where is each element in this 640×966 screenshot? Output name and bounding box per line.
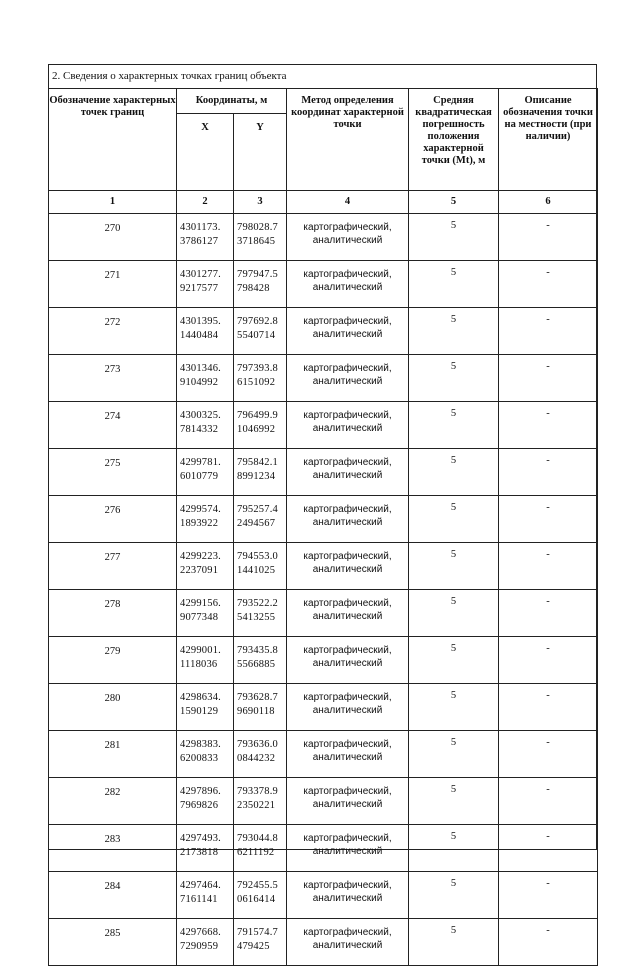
cell-text-y2: 6151092 <box>237 377 276 388</box>
header-description: Описание обозначения точки на местности (при наличии) <box>499 89 598 191</box>
cell-text-e: 5 <box>450 361 457 372</box>
cell-text-m2: аналитический <box>312 282 383 293</box>
cell-text-y2: 1046992 <box>237 424 276 435</box>
cell-text-m2: аналитический <box>312 423 383 434</box>
cell-text-n: 270 <box>104 223 121 234</box>
method-cell <box>287 449 409 496</box>
error-cell <box>409 261 499 308</box>
cell-text-y1: 797393.8 <box>237 363 278 374</box>
method-cell <box>287 919 409 966</box>
cell-text-m1: картографический, <box>303 410 392 421</box>
coordinate-y <box>234 543 287 590</box>
cell-text-y1: 793378.9 <box>237 786 278 797</box>
cell-text-m2: аналитический <box>312 799 383 810</box>
cell-text-x2: 2173818 <box>180 847 219 858</box>
table-row <box>49 731 598 778</box>
cell-text-e: 5 <box>450 643 457 654</box>
coordinate-x <box>177 731 234 778</box>
cell-text-x2: 2237091 <box>180 565 219 576</box>
cell-text-m1: картографический, <box>303 269 392 280</box>
cell-text-m2: аналитический <box>312 940 383 951</box>
cell-text-y2: 2494567 <box>237 518 276 529</box>
description-cell <box>499 261 598 308</box>
coordinate-x <box>177 261 234 308</box>
cell-text-y2: 0616414 <box>237 894 276 905</box>
cell-text-e: 5 <box>450 220 457 231</box>
coordinate-x <box>177 214 234 261</box>
method-cell <box>287 684 409 731</box>
point-number <box>49 261 177 308</box>
cell-text-d: - <box>546 784 550 795</box>
cell-text-n: 272 <box>104 317 121 328</box>
cell-text-d: - <box>546 361 550 372</box>
cell-text-m1: картографический, <box>303 316 392 327</box>
method-cell <box>287 261 409 308</box>
cell-text-y1: 793522.2 <box>237 598 278 609</box>
cell-text-x2: 1590129 <box>180 706 219 717</box>
cell-text-e: 5 <box>450 455 457 466</box>
cell-text-y2: 0844232 <box>237 753 276 764</box>
error-cell <box>409 402 499 449</box>
table-row <box>49 590 598 637</box>
coordinate-y <box>234 778 287 825</box>
cell-text-n: 273 <box>104 364 121 375</box>
cell-text-d: - <box>546 267 550 278</box>
header-x: X <box>177 114 234 191</box>
cell-text-d: - <box>546 220 550 231</box>
coordinate-y <box>234 684 287 731</box>
cell-text-n: 277 <box>104 552 121 563</box>
cell-text-d: - <box>546 925 550 936</box>
cell-text-x1: 4297464. <box>180 880 221 891</box>
header-coordinates: Координаты, м <box>177 89 287 114</box>
cell-text-m2: аналитический <box>312 611 383 622</box>
error-cell <box>409 637 499 684</box>
column-number: 5 <box>409 191 499 214</box>
cell-text-y1: 797692.8 <box>237 316 278 327</box>
cell-text-x2: 9217577 <box>180 283 219 294</box>
cell-text-x1: 4299001. <box>180 645 221 656</box>
cell-text-x1: 4299156. <box>180 598 221 609</box>
error-cell <box>409 872 499 919</box>
error-cell <box>409 449 499 496</box>
cell-text-n: 278 <box>104 599 121 610</box>
error-cell <box>409 496 499 543</box>
cell-text-m2: аналитический <box>312 752 383 763</box>
cell-text-x2: 7161141 <box>180 894 218 905</box>
cell-text-m2: аналитический <box>312 329 383 340</box>
cell-text-x1: 4297896. <box>180 786 221 797</box>
cell-text-x2: 1440484 <box>180 330 219 341</box>
cell-text-y2: 2350221 <box>237 800 276 811</box>
coordinate-x <box>177 872 234 919</box>
cell-text-x2: 1118036 <box>180 659 218 670</box>
column-number: 4 <box>287 191 409 214</box>
error-cell <box>409 590 499 637</box>
cell-text-x2: 9077348 <box>180 612 219 623</box>
cell-text-m2: аналитический <box>312 705 383 716</box>
cell-text-e: 5 <box>450 267 457 278</box>
cell-text-y2: 5413255 <box>237 612 276 623</box>
table-row <box>49 684 598 731</box>
cell-text-y2: 8991234 <box>237 471 276 482</box>
cell-text-e: 5 <box>450 737 457 748</box>
cell-text-n: 284 <box>104 881 121 892</box>
coordinate-x <box>177 543 234 590</box>
cell-text-n: 282 <box>104 787 121 798</box>
error-cell <box>409 684 499 731</box>
point-number <box>49 731 177 778</box>
cell-text-y1: 791574.7 <box>237 927 278 938</box>
coordinate-y <box>234 308 287 355</box>
cell-text-y1: 793636.0 <box>237 739 278 750</box>
point-number <box>49 496 177 543</box>
coordinate-y <box>234 355 287 402</box>
cell-text-n: 275 <box>104 458 121 469</box>
cell-text-e: 5 <box>450 690 457 701</box>
cell-text-y1: 794553.0 <box>237 551 278 562</box>
coordinate-y <box>234 590 287 637</box>
description-cell <box>499 684 598 731</box>
cell-text-e: 5 <box>450 784 457 795</box>
cell-text-d: - <box>546 549 550 560</box>
description-cell <box>499 449 598 496</box>
cell-text-n: 281 <box>104 740 121 751</box>
coordinate-x <box>177 825 234 872</box>
coordinate-x <box>177 590 234 637</box>
table-row <box>49 637 598 684</box>
cell-text-m1: картографический, <box>303 363 392 374</box>
cell-text-x2: 1893922 <box>180 518 219 529</box>
cell-text-y1: 793628.7 <box>237 692 278 703</box>
table-row <box>49 402 598 449</box>
table-row <box>49 308 598 355</box>
cell-text-y1: 796499.9 <box>237 410 278 421</box>
cell-text-x2: 3786127 <box>180 236 219 247</box>
column-number: 1 <box>49 191 177 214</box>
point-number <box>49 872 177 919</box>
cell-text-x1: 4299574. <box>180 504 221 515</box>
coordinate-y <box>234 496 287 543</box>
cell-text-m2: аналитический <box>312 517 383 528</box>
column-number: 2 <box>177 191 234 214</box>
coordinate-y <box>234 825 287 872</box>
cell-text-x1: 4298634. <box>180 692 221 703</box>
cell-text-m1: картографический, <box>303 739 392 750</box>
coordinate-x <box>177 919 234 966</box>
description-cell <box>499 214 598 261</box>
error-cell <box>409 308 499 355</box>
method-cell <box>287 825 409 872</box>
cell-text-x1: 4297668. <box>180 927 221 938</box>
description-cell <box>499 825 598 872</box>
point-number <box>49 825 177 872</box>
error-cell <box>409 214 499 261</box>
cell-text-m1: картографический, <box>303 833 392 844</box>
coordinate-x <box>177 496 234 543</box>
cell-text-d: - <box>546 596 550 607</box>
point-number <box>49 355 177 402</box>
cell-text-n: 271 <box>104 270 121 281</box>
cell-text-n: 283 <box>104 834 121 845</box>
method-cell <box>287 496 409 543</box>
cell-text-d: - <box>546 408 550 419</box>
cell-text-x2: 7814332 <box>180 424 219 435</box>
description-cell <box>499 872 598 919</box>
point-number <box>49 214 177 261</box>
column-number: 6 <box>499 191 598 214</box>
point-number <box>49 449 177 496</box>
coordinate-x <box>177 308 234 355</box>
cell-text-x2: 6200833 <box>180 753 219 764</box>
method-cell <box>287 308 409 355</box>
cell-text-y1: 792455.5 <box>237 880 278 891</box>
cell-text-x2: 7969826 <box>180 800 219 811</box>
error-cell <box>409 731 499 778</box>
point-number <box>49 637 177 684</box>
section-title: 2. Сведения о характерных точках границ объекта <box>52 70 287 82</box>
coordinate-y <box>234 637 287 684</box>
description-cell <box>499 355 598 402</box>
table-row <box>49 449 598 496</box>
cell-text-m2: аналитический <box>312 470 383 481</box>
cell-text-e: 5 <box>450 878 457 889</box>
method-cell <box>287 637 409 684</box>
method-cell <box>287 778 409 825</box>
column-number: 3 <box>234 191 287 214</box>
table-row <box>49 214 598 261</box>
boundary-points-table <box>48 88 598 966</box>
cell-text-y1: 793435.8 <box>237 645 278 656</box>
cell-text-x1: 4297493. <box>180 833 221 844</box>
description-cell <box>499 402 598 449</box>
header-error: Средняя квадратическая погрешность положения характерной точки (Mt), м <box>409 89 499 191</box>
description-cell <box>499 308 598 355</box>
cell-text-m1: картографический, <box>303 598 392 609</box>
cell-text-m2: аналитический <box>312 893 383 904</box>
description-cell <box>499 778 598 825</box>
cell-text-x1: 4301173. <box>180 222 221 233</box>
error-cell <box>409 543 499 590</box>
method-cell <box>287 402 409 449</box>
description-cell <box>499 496 598 543</box>
cell-text-x2: 7290959 <box>180 941 219 952</box>
table-row <box>49 778 598 825</box>
cell-text-e: 5 <box>450 314 457 325</box>
cell-text-e: 5 <box>450 596 457 607</box>
method-cell <box>287 872 409 919</box>
coordinate-x <box>177 637 234 684</box>
point-number <box>49 402 177 449</box>
cell-text-y2: 6211192 <box>237 847 275 858</box>
table-row <box>49 872 598 919</box>
cell-text-x1: 4300325. <box>180 410 221 421</box>
cell-text-e: 5 <box>450 925 457 936</box>
cell-text-e: 5 <box>450 549 457 560</box>
method-cell <box>287 214 409 261</box>
point-number <box>49 308 177 355</box>
cell-text-y2: 5540714 <box>237 330 276 341</box>
cell-text-d: - <box>546 455 550 466</box>
cell-text-m1: картографический, <box>303 645 392 656</box>
method-cell <box>287 590 409 637</box>
cell-text-e: 5 <box>450 408 457 419</box>
description-cell <box>499 637 598 684</box>
cell-text-m1: картографический, <box>303 457 392 468</box>
coordinate-y <box>234 919 287 966</box>
cell-text-n: 280 <box>104 693 121 704</box>
cell-text-m2: аналитический <box>312 846 383 857</box>
cell-text-e: 5 <box>450 502 457 513</box>
cell-text-y2: 5566885 <box>237 659 276 670</box>
cell-text-m1: картографический, <box>303 222 392 233</box>
cell-text-m2: аналитический <box>312 564 383 575</box>
error-cell <box>409 778 499 825</box>
cell-text-y1: 793044.8 <box>237 833 278 844</box>
cell-text-x1: 4298383. <box>180 739 221 750</box>
cell-text-y2: 798428 <box>237 283 270 294</box>
cell-text-x2: 9104992 <box>180 377 219 388</box>
cell-text-y2: 479425 <box>237 941 270 952</box>
cell-text-x2: 6010779 <box>180 471 219 482</box>
cell-text-x1: 4299781. <box>180 457 221 468</box>
coordinate-y <box>234 449 287 496</box>
error-cell <box>409 825 499 872</box>
cell-text-y2: 1441025 <box>237 565 276 576</box>
cell-text-m1: картографический, <box>303 880 392 891</box>
cell-text-y1: 795842.1 <box>237 457 278 468</box>
cell-text-x1: 4301277. <box>180 269 221 280</box>
cell-text-d: - <box>546 643 550 654</box>
method-cell <box>287 355 409 402</box>
cell-text-y2: 3718645 <box>237 236 276 247</box>
method-cell <box>287 731 409 778</box>
cell-text-y1: 798028.7 <box>237 222 278 233</box>
cell-text-x1: 4301346. <box>180 363 221 374</box>
column-number-row <box>49 191 598 214</box>
description-cell <box>499 543 598 590</box>
coordinate-x <box>177 402 234 449</box>
coordinate-y <box>234 261 287 308</box>
cell-text-m1: картографический, <box>303 504 392 515</box>
coordinate-y <box>234 214 287 261</box>
description-cell <box>499 919 598 966</box>
header-designation: Обозначение характерных точек границ <box>49 89 177 191</box>
table-row <box>49 496 598 543</box>
cell-text-n: 276 <box>104 505 121 516</box>
coordinate-x <box>177 449 234 496</box>
cell-text-e: 5 <box>450 831 457 842</box>
point-number <box>49 543 177 590</box>
coordinate-x <box>177 778 234 825</box>
description-cell <box>499 731 598 778</box>
cell-text-m2: аналитический <box>312 658 383 669</box>
point-number <box>49 590 177 637</box>
coordinate-y <box>234 731 287 778</box>
error-cell <box>409 919 499 966</box>
point-number <box>49 919 177 966</box>
cell-text-n: 279 <box>104 646 121 657</box>
cell-text-x1: 4299223. <box>180 551 221 562</box>
cell-text-d: - <box>546 690 550 701</box>
cell-text-n: 285 <box>104 928 121 939</box>
point-number <box>49 778 177 825</box>
cell-text-y2: 9690118 <box>237 706 275 717</box>
table-row <box>49 355 598 402</box>
description-cell <box>499 590 598 637</box>
coordinate-x <box>177 355 234 402</box>
table-row <box>49 919 598 966</box>
header-method: Метод определения координат характерной точки <box>287 89 409 191</box>
cell-text-m2: аналитический <box>312 376 383 387</box>
cell-text-y1: 795257.4 <box>237 504 278 515</box>
cell-text-d: - <box>546 831 550 842</box>
table-row <box>49 261 598 308</box>
coordinate-y <box>234 872 287 919</box>
cell-text-d: - <box>546 502 550 513</box>
error-cell <box>409 355 499 402</box>
table-row <box>49 543 598 590</box>
cell-text-n: 274 <box>104 411 121 422</box>
cell-text-d: - <box>546 737 550 748</box>
cell-text-m1: картографический, <box>303 551 392 562</box>
cell-text-x1: 4301395. <box>180 316 221 327</box>
cell-text-m1: картографический, <box>303 786 392 797</box>
cell-text-d: - <box>546 314 550 325</box>
cell-text-y1: 797947.5 <box>237 269 278 280</box>
point-number <box>49 684 177 731</box>
coordinate-y <box>234 402 287 449</box>
cell-text-m1: картографический, <box>303 927 392 938</box>
table-row <box>49 825 598 872</box>
coordinate-x <box>177 684 234 731</box>
method-cell <box>287 543 409 590</box>
cell-text-m2: аналитический <box>312 235 383 246</box>
header-y: Y <box>234 114 287 191</box>
cell-text-m1: картографический, <box>303 692 392 703</box>
cell-text-d: - <box>546 878 550 889</box>
